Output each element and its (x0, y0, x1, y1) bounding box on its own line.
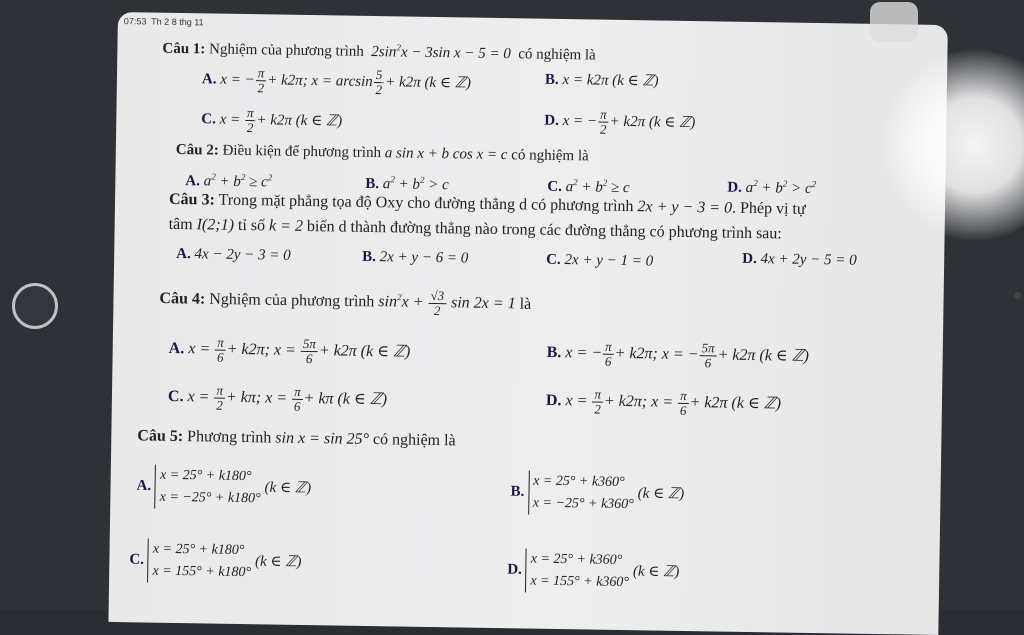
q3-option-c[interactable] (546, 251, 653, 271)
q1-opt-c-label: C. (201, 111, 217, 128)
q2-opt-c-label: C. (547, 178, 563, 195)
q4-option-a[interactable]: A. x = $\frac{\pi}{6}$ + k2π; x = $\frac{5\pi}{6}$ + k2π (k ∈ ℤ) (168, 334, 411, 367)
q1-text-a: Nghiệm của phương trình (208, 41, 364, 60)
q5-opt-c-kz: (k ∈ ℤ) (254, 553, 302, 571)
q2-option-c[interactable]: C. $a^2 + b^2 \ge c$ (547, 177, 630, 197)
q1-option-d[interactable]: D. x = − $\frac{\pi}{2}$ + k2π (k ∈ ℤ) (544, 106, 696, 137)
q4-opt-d-label: D. (545, 391, 562, 410)
q1-text-b: có nghiệm là (518, 46, 596, 64)
q1-opt-b-label: B. (544, 71, 559, 88)
q3-stem-line2 (169, 216, 782, 244)
q3-line1: Trong mặt phẳng tọa độ Oxy cho đường thẳng d có phương trình (218, 191, 634, 216)
q5-opt-c-label: C. (129, 551, 145, 568)
q2-opt-d-label: D. (727, 179, 743, 196)
q3-option-a[interactable] (176, 245, 291, 265)
q3-opt-d-label: D. (742, 250, 757, 268)
q5-opt-c-system: x = 25° + k180° x = 155° + k180° (147, 539, 251, 585)
q3-line2-a: tâm (168, 215, 193, 234)
q5-option-b[interactable] (510, 470, 684, 517)
camera-dot (1014, 292, 1021, 299)
q1-stem (162, 35, 596, 65)
q5-option-c[interactable] (129, 538, 302, 585)
q1-equation: $2\sin^2x - 3\sin$ x − 5 = 0 (367, 42, 515, 63)
q3-line1-end: . Phép vị tự (731, 199, 806, 218)
q3-opt-c-label: C. (546, 251, 561, 268)
q3-center: I(2;1) (196, 216, 235, 234)
q2-option-b[interactable]: B. $a^2 + b^2 > c$ (365, 174, 449, 194)
q4-text-a: Nghiệm của phương trình (209, 290, 375, 311)
q5-opt-a-label: A. (136, 477, 152, 495)
q4-opt-a-label: A. (168, 340, 185, 358)
q2-stem (176, 141, 589, 165)
q5-option-a[interactable] (136, 464, 311, 511)
q5-opt-a-system: x = 25° + k180° x = −25° + k180° (155, 465, 262, 511)
q1-option-b[interactable] (545, 71, 659, 91)
q2-option-a[interactable]: A. $a^2 + b^2 \ge c^2$ (185, 171, 273, 191)
q1-opt-d-label: D. (544, 112, 560, 129)
q5-opt-d-system: x = 25° + k360° x = 155° + k360° (525, 548, 629, 594)
q5-opt-b-system: x = 25° + k360° x = −25° + k360° (528, 471, 635, 517)
q3-opt-b-expr: 2x + y − 6 = 0 (379, 249, 469, 267)
q5-opt-b-label: B. (510, 483, 525, 500)
q5-text-a: Phương trình (186, 428, 272, 447)
status-date: Th 2 8 thg 11 (151, 16, 204, 28)
q2-label: Câu 2: (175, 141, 219, 159)
q3-opt-a-label: A. (176, 245, 191, 263)
q3-opt-c-expr: 2x + y − 1 = 0 (564, 252, 654, 270)
status-bar (124, 16, 204, 27)
q4-text-b: là (519, 295, 532, 313)
q5-label: Câu 5: (137, 427, 184, 446)
q3-label: Câu 3: (168, 190, 215, 209)
q3-opt-a-expr: 4x − 2y − 3 = 0 (194, 246, 291, 264)
q5-opt-d-kz: (k ∈ ℤ) (632, 563, 680, 581)
q4-opt-c-label: C. (167, 388, 184, 406)
q3-line2-c: biến d thành đường thẳng nào trong các đường thẳng có phương trình sau: (306, 217, 782, 243)
q2-option-d[interactable]: D. $a^2 + b^2 > c^2$ (727, 177, 817, 197)
q4-option-c[interactable]: C. x = $\frac{\pi}{2}$ + kπ; x = $\frac{\pi}{6}$ + kπ (k ∈ ℤ) (167, 382, 388, 414)
q1-label: Câu 1: (162, 40, 206, 58)
q2-equation: a sin x + b cos x = c (384, 145, 508, 164)
q3-opt-d-expr: 4x + 2y − 5 = 0 (760, 251, 857, 269)
q1-option-a[interactable]: A. x = − $\frac{\pi}{2}$ + k2π; x = arcsin $\frac{5}{2}$ + k2π (k ∈ ℤ) (201, 65, 472, 98)
q3-option-d[interactable] (742, 250, 857, 270)
q2-text-a: Điều kiện để phương trình (222, 142, 382, 162)
q4-label: Câu 4: (159, 290, 206, 308)
q4-option-d[interactable]: D. x = $\frac{\pi}{2}$ + k2π; x = $\frac{\pi}{6}$ + k2π (k ∈ ℤ) (545, 386, 782, 418)
q3-equation: 2x + y − 3 = 0 (637, 198, 733, 217)
q1-option-c[interactable]: C. x = $\frac{\pi}{2}$ + k2π (k ∈ ℤ) (201, 105, 343, 136)
q3-stem-line1 (169, 191, 806, 219)
q5-option-d[interactable] (507, 548, 680, 595)
q4-equation: $\sin^2x$ + $\frac{√3}{2}$ sin 2x = 1 (378, 288, 516, 319)
worksheet-screen (108, 12, 947, 635)
q5-stem (137, 427, 456, 450)
q1-opt-b-expr: x = k2π (k ∈ ℤ) (562, 71, 659, 90)
q5-opt-b-kz: (k ∈ ℤ) (637, 485, 685, 503)
q2-opt-a-label: A. (185, 173, 201, 190)
q3-option-b[interactable] (362, 248, 468, 268)
q5-text-b: có nghiệm là (372, 431, 456, 450)
q1-opt-a-label: A. (201, 71, 217, 88)
status-time: 07:53 (123, 16, 147, 27)
q4-option-b[interactable]: B. x = − $\frac{\pi}{6}$ + k2π; x = − $\frac{5\pi}{6}$ + k2π (k ∈ ℤ) (546, 338, 810, 371)
q4-opt-b-label: B. (546, 343, 562, 362)
home-button[interactable] (12, 283, 58, 329)
q5-opt-d-label: D. (507, 561, 523, 578)
q2-opt-b-label: B. (365, 175, 380, 193)
floating-button[interactable] (870, 2, 918, 42)
q4-stem (159, 285, 531, 320)
q3-ratio: k = 2 (268, 217, 304, 235)
q3-opt-b-label: B. (362, 248, 377, 266)
q3-line2-b: tỉ số (237, 216, 266, 235)
q2-text-b: có nghiệm là (511, 147, 589, 165)
q5-opt-a-kz: (k ∈ ℤ) (264, 479, 312, 497)
q5-equation: sin x = sin 25° (275, 429, 370, 448)
